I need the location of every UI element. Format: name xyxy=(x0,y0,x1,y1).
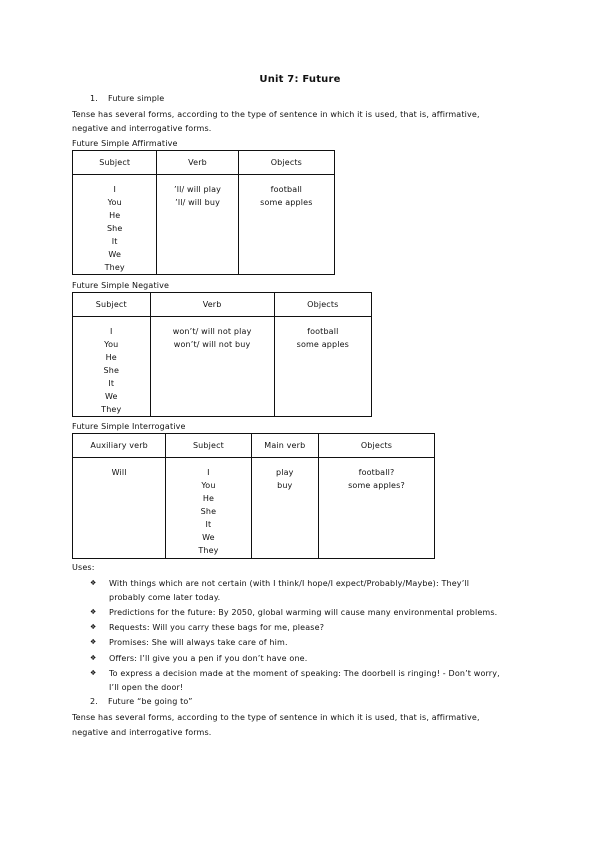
interrogative-table xyxy=(72,433,435,559)
uses-label: Uses: xyxy=(72,563,95,572)
object-item: football? xyxy=(358,468,395,477)
object-cell xyxy=(238,175,334,275)
list-item xyxy=(90,606,520,620)
diamond-bullet-icon: ❖ xyxy=(90,638,97,646)
subject-item: They xyxy=(198,546,219,555)
negative-table xyxy=(72,292,372,417)
subject-item: We xyxy=(104,392,118,401)
object-item: some apples xyxy=(296,340,349,349)
table-header: Objects xyxy=(238,151,334,175)
subject-item: He xyxy=(202,494,215,503)
object-cell xyxy=(318,458,434,559)
aux-item: Will xyxy=(111,468,127,477)
subject-item: I xyxy=(113,185,116,194)
outro-paragraph-line-1: Tense has several forms, according to the type of sentence in which it is used, that is, affirmative, xyxy=(72,713,480,722)
main-verb-item: play xyxy=(276,468,294,477)
subject-cell xyxy=(73,175,157,275)
list-item xyxy=(90,652,520,666)
table-header: Objects xyxy=(318,434,434,458)
aux-cell xyxy=(73,458,166,559)
list-item-text xyxy=(109,577,469,604)
intro-paragraph-line-1: Tense has several forms, according to the type of sentence in which it is used, that is, affirmative, xyxy=(72,110,480,119)
table-header: Subject xyxy=(166,434,251,458)
object-item: football xyxy=(307,327,339,336)
main-verb-cell xyxy=(251,458,318,559)
subject-item: I xyxy=(207,468,210,477)
verb-cell xyxy=(157,175,238,275)
subject-item: We xyxy=(108,250,122,259)
section-heading-1: Future simple xyxy=(108,94,165,103)
subject-item: He xyxy=(105,353,117,362)
object-cell xyxy=(274,317,371,417)
subject-item: They xyxy=(101,405,122,414)
verb-cell xyxy=(150,317,274,417)
subject-item: He xyxy=(109,211,121,220)
page-title: Unit 7: Future xyxy=(259,74,341,85)
subject-item: It xyxy=(108,379,115,388)
diamond-bullet-icon: ❖ xyxy=(90,579,97,587)
diamond-bullet-icon: ❖ xyxy=(90,608,97,616)
list-item-text: Promises: She will always take care of him. xyxy=(109,638,288,647)
object-item: football xyxy=(270,185,303,194)
subject-item: You xyxy=(107,198,122,207)
subject-item: It xyxy=(205,520,212,529)
affirmative-table xyxy=(72,150,335,275)
table-header: Main verb xyxy=(251,434,318,458)
list-item xyxy=(90,577,520,605)
list-item-text: Requests: Will you carry these bags for me, please? xyxy=(109,623,325,632)
section-heading-2: Future “be going to” xyxy=(108,697,193,706)
subject-item: She xyxy=(106,224,123,233)
intro-paragraph-line-2: negative and interrogative forms. xyxy=(72,124,212,133)
object-item: some apples xyxy=(260,198,313,207)
section-number-2: 2. xyxy=(90,697,98,706)
diamond-bullet-icon: ❖ xyxy=(90,623,97,631)
outro-paragraph-line-2: negative and interrogative forms. xyxy=(72,728,212,737)
subject-cell xyxy=(166,458,251,559)
subject-item: She xyxy=(200,507,217,516)
verb-item: won’t/ will not buy xyxy=(173,340,251,349)
list-item-line: probably come later today. xyxy=(109,592,221,602)
list-item-text: Offers: I’ll give you a pen if you don’t have one. xyxy=(109,654,308,663)
list-item-line: To express a decision made at the moment of speaking: The doorbell is ringing! - Don’t worry, xyxy=(109,669,500,678)
negative-caption: Future Simple Negative xyxy=(72,281,170,290)
list-item-text xyxy=(109,667,500,694)
verb-item: ’ll/ will play xyxy=(174,185,222,194)
diamond-bullet-icon: ❖ xyxy=(90,669,97,677)
subject-item: They xyxy=(104,263,125,272)
table-header: Objects xyxy=(274,293,371,317)
main-verb-item: buy xyxy=(277,481,293,490)
verb-item: ’ll/ will buy xyxy=(175,198,220,207)
list-item-text: Predictions for the future: By 2050, global warming will cause many environmental problems. xyxy=(109,608,498,617)
section-number-1: 1. xyxy=(90,94,98,103)
interrogative-caption: Future Simple Interrogative xyxy=(72,422,186,431)
list-item xyxy=(90,667,520,695)
list-item-line: With things which are not certain (with I think/I hope/I expect/Probably/Maybe): They’ll xyxy=(109,579,470,588)
table-header: Subject xyxy=(73,151,157,175)
table-header: Subject xyxy=(73,293,151,317)
subject-cell xyxy=(73,317,151,417)
subject-item: It xyxy=(111,237,118,246)
affirmative-caption: Future Simple Affirmative xyxy=(72,139,178,148)
diamond-bullet-icon: ❖ xyxy=(90,654,97,662)
verb-item: won’t/ will not play xyxy=(172,327,252,336)
subject-item: You xyxy=(104,340,119,349)
list-item-line: I’ll open the door! xyxy=(109,682,184,692)
list-item xyxy=(90,621,520,635)
table-header: Auxiliary verb xyxy=(73,434,166,458)
subject-item: We xyxy=(202,533,215,542)
table-header: Verb xyxy=(150,293,274,317)
subject-item: I xyxy=(110,327,113,336)
table-header: Verb xyxy=(157,151,238,175)
object-item: some apples? xyxy=(348,481,405,490)
subject-item: She xyxy=(103,366,120,375)
list-item xyxy=(90,636,520,650)
subject-item: You xyxy=(201,481,216,490)
